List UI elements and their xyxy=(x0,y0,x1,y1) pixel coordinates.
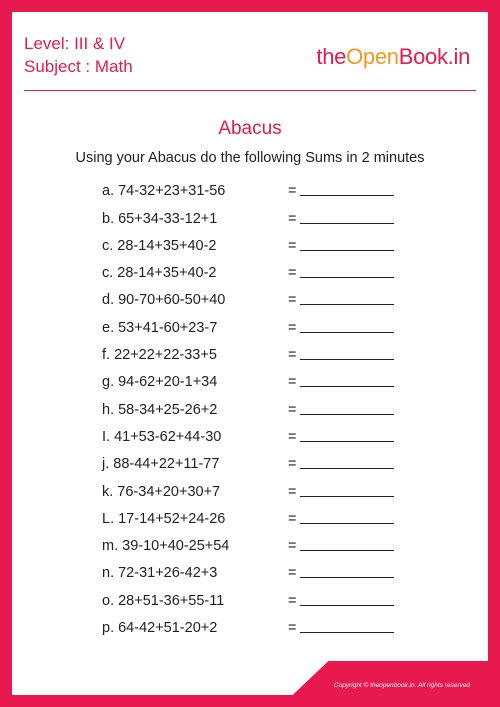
problem-row xyxy=(102,227,394,254)
problem-expression: I. 41+53-62+44-30 xyxy=(102,428,222,445)
problem-expression: c. 28-14+35+40-2 xyxy=(102,237,217,254)
answer-blank[interactable] xyxy=(300,495,394,497)
problem-row xyxy=(102,472,394,499)
level-label: Level: III & IV xyxy=(24,34,126,53)
problem-row xyxy=(102,336,394,363)
problem-expression: c. 28-14+35+40-2 xyxy=(102,265,217,282)
answer-blank[interactable] xyxy=(300,467,394,469)
copyright-text: Copyright © theopenbook.in. All rights reserved xyxy=(333,682,470,689)
answer-blank[interactable] xyxy=(300,276,394,278)
answer-blank[interactable] xyxy=(300,249,394,251)
equals-sign: = xyxy=(288,374,297,391)
problem-expression: g. 94-62+20-1+34 xyxy=(102,374,218,391)
equals-sign: = xyxy=(288,210,297,227)
problem-expression: o. 28+51-36+55-11 xyxy=(102,592,225,609)
problem-expression: f. 22+22+22-33+5 xyxy=(102,347,217,364)
answer-blank[interactable] xyxy=(300,331,394,333)
problem-expression: m. 39-10+40-25+54 xyxy=(102,538,230,555)
problem-expression: h. 58-34+25-26+2 xyxy=(102,401,218,418)
equals-sign: = xyxy=(288,319,297,336)
problem-row xyxy=(102,445,394,472)
worksheet-page xyxy=(12,12,488,695)
problem-row xyxy=(102,581,394,608)
equals-sign: = xyxy=(288,428,297,445)
header-divider xyxy=(24,90,476,91)
answer-blank[interactable] xyxy=(300,549,394,551)
problem-row xyxy=(102,254,394,281)
equals-sign: = xyxy=(288,347,297,364)
answer-blank[interactable] xyxy=(300,385,394,387)
problem-expression: L. 17-14+52+24-26 xyxy=(102,510,226,527)
problem-row xyxy=(102,609,394,636)
equals-sign: = xyxy=(288,456,297,473)
answer-blank[interactable] xyxy=(300,604,394,606)
problem-expression: n. 72-31+26-42+3 xyxy=(102,565,218,582)
problem-expression: k. 76-34+20+30+7 xyxy=(102,483,221,500)
brand-logo xyxy=(316,44,470,70)
answer-blank[interactable] xyxy=(300,413,394,415)
answer-blank[interactable] xyxy=(300,576,394,578)
problem-row xyxy=(102,308,394,335)
equals-sign: = xyxy=(288,401,297,418)
brand-logo-part-3: Book.in xyxy=(398,44,470,69)
answer-blank[interactable] xyxy=(300,522,394,524)
worksheet-title: Abacus xyxy=(218,118,282,139)
equals-sign: = xyxy=(288,565,297,582)
answer-blank[interactable] xyxy=(300,303,394,305)
problem-row xyxy=(102,554,394,581)
equals-sign: = xyxy=(288,265,297,282)
problem-row xyxy=(102,172,394,199)
problem-expression: b. 65+34-33-12+1 xyxy=(102,210,218,227)
problem-expression: e. 53+41-60+23-7 xyxy=(102,319,218,336)
brand-logo-part-1: the xyxy=(316,44,347,69)
problem-expression: j. 88-44+22+11-77 xyxy=(102,456,220,473)
answer-blank[interactable] xyxy=(300,358,394,360)
footer-corner-band xyxy=(280,661,488,695)
equals-sign: = xyxy=(288,483,297,500)
problem-expression: a. 74-32+23+31-56 xyxy=(102,183,226,200)
problem-row xyxy=(102,527,394,554)
answer-blank[interactable] xyxy=(300,194,394,196)
equals-sign: = xyxy=(288,592,297,609)
problem-expression: d. 90-70+60-50+40 xyxy=(102,292,226,309)
problem-row xyxy=(102,390,394,417)
brand-logo-part-2: Open xyxy=(346,44,399,69)
problem-row xyxy=(102,418,394,445)
answer-blank[interactable] xyxy=(300,631,394,633)
answer-blank[interactable] xyxy=(300,440,394,442)
worksheet-instruction: Using your Abacus do the following Sums in 2 minutes xyxy=(75,150,425,166)
problem-row xyxy=(102,281,394,308)
problem-row xyxy=(102,500,394,527)
equals-sign: = xyxy=(288,237,297,254)
equals-sign: = xyxy=(288,183,297,200)
subject-label: Subject : Math xyxy=(24,57,133,76)
equals-sign: = xyxy=(288,292,297,309)
problem-row xyxy=(102,199,394,226)
problem-row xyxy=(102,363,394,390)
equals-sign: = xyxy=(288,620,297,637)
equals-sign: = xyxy=(288,538,297,555)
answer-blank[interactable] xyxy=(300,222,394,224)
problem-list xyxy=(102,172,394,636)
problem-expression: p. 64-42+51-20+2 xyxy=(102,620,218,637)
equals-sign: = xyxy=(288,510,297,527)
